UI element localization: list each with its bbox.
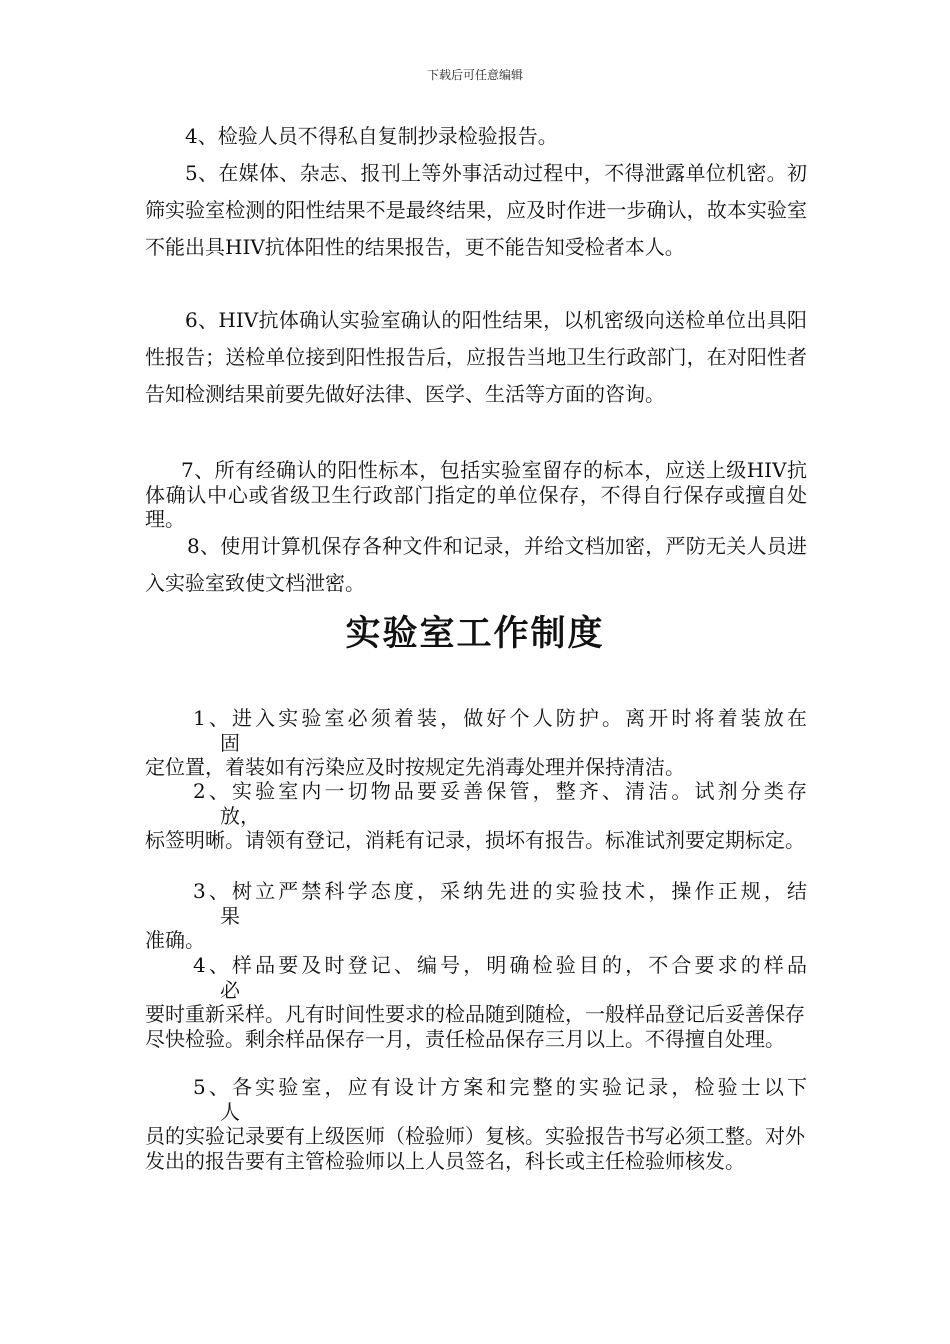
rule-item-wrap: 必 [220, 977, 240, 1002]
rule-item-line: 3、树立严禁科学态度，采纳先进的实验技术，操作正规，结 [193, 879, 807, 903]
rule-item-wrap: 果 [220, 903, 240, 928]
section-title: 实验室工作制度 [345, 614, 605, 654]
rule-item-line: 4、样品要及时登记、编号，明确检验目的，不合要求的样品 [193, 953, 807, 977]
page-header: 下载后可任意编辑 [426, 68, 523, 82]
rule-item-line: 2、实验室内一切物品要妥善保管，整齐、清洁。试剂分类存 [193, 779, 807, 803]
rule-item-body: 要时重新采样。凡有时间性要求的检品随到随检，一般样品登记后妥善保存尽快检验。剩余样品保存一月，责任检品保存三月以上。不得擅自处理。 [145, 1002, 805, 1051]
rule-item-wrap: 人 [220, 1099, 240, 1124]
rule-item-wrap: 放， [220, 803, 260, 828]
rule-item-3 [145, 879, 807, 953]
paragraph-4: 4、检验人员不得私自复制抄录检验报告。 [185, 124, 558, 148]
paragraph-6: 6、HIV抗体确认实验室确认的阳性结果，以机密级向送检单位出具阳性报告；送检单位接到阳性报告后，应报告当地卫生行政部门，在对阳性者告知检测结果前要先做好法律、医学、生活等方面的咨询。 [145, 308, 807, 406]
rule-item-5 [145, 1075, 807, 1173]
rule-item-1 [145, 706, 807, 780]
rule-item-body: 员的实验记录要有上级医师（检验师）复核。实验报告书写必须工整。对外发出的报告要有主管检验师以上人员签名，科长或主任检验师核发。 [145, 1124, 805, 1173]
rule-item-line: 1、进入实验室必须着装，做好个人防护。离开时将着装放在 [193, 706, 807, 730]
paragraph-5: 5、在媒体、杂志、报刊上等外事活动过程中，不得泄露单位机密。初筛实验室检测的阳性结果不是最终结果，应及时作进一步确认，故本实验室不能出具HIV抗体阳性的结果报告，更不能告知受检者本人。 [145, 161, 807, 259]
rule-item-2 [145, 779, 807, 853]
rule-item-body: 准确。 [145, 928, 205, 952]
rule-item-line: 5、各实验室，应有设计方案和完整的实验记录，检验士以下 [193, 1075, 807, 1099]
paragraph-8: 8、使用计算机保存各种文件和记录，并给文档加密，严防无关人员进入实验室致使文档泄密。 [145, 534, 807, 595]
rule-item-wrap: 固 [220, 730, 240, 755]
paragraph-7: 7、所有经确认的阳性标本，包括实验室留存的标本，应送上级HIV抗体确认中心或省级卫生行政部门指定的单位保存，不得自行保存或擅自处理。 [145, 458, 807, 531]
rule-item-body: 定位置，着装如有污染应及时按规定先消毒处理并保持清洁。 [145, 755, 685, 779]
rule-item-4 [145, 953, 807, 1051]
rule-item-body: 标签明晰。请领有登记，消耗有记录，损坏有报告。标准试剂要定期标定。 [145, 828, 805, 852]
